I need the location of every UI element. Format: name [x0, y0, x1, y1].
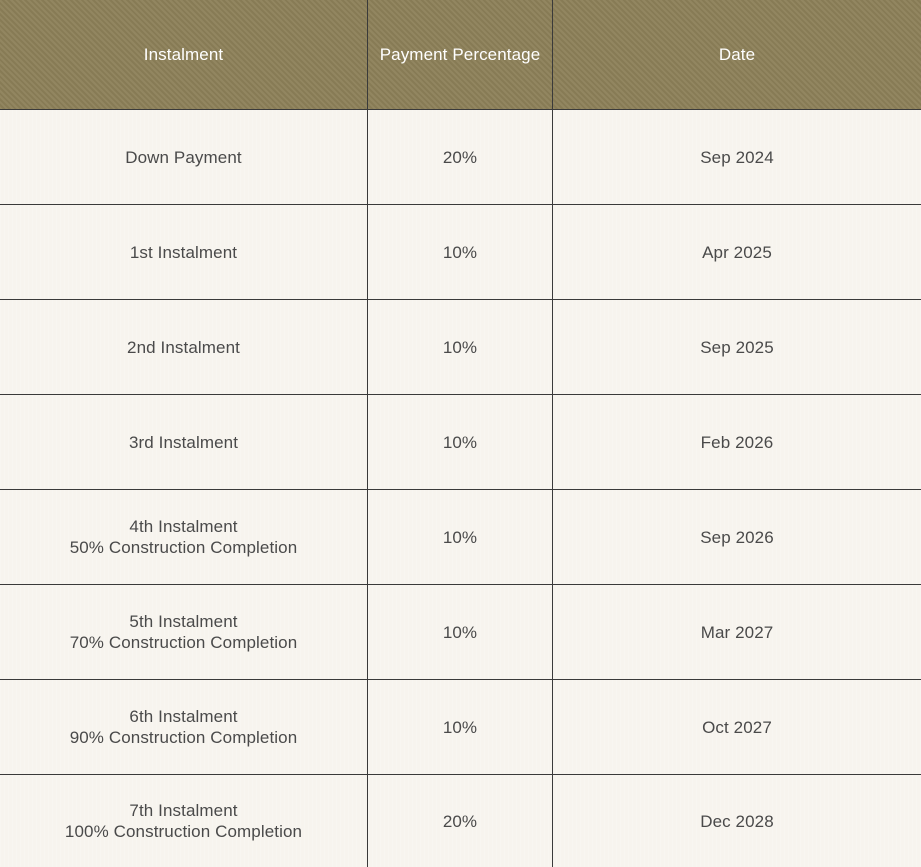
instalment-note: 100% Construction Completion [64, 822, 303, 841]
percentage-cell: 10% [368, 395, 553, 490]
date-cell: Sep 2025 [553, 300, 921, 395]
date-cell: Mar 2027 [553, 585, 921, 680]
instalment-name: 4th Instalment [129, 517, 238, 536]
date-cell: Oct 2027 [553, 680, 921, 775]
instalment-cell [0, 395, 368, 490]
instalment-cell [0, 110, 368, 205]
instalment-name: Down Payment [125, 147, 242, 167]
instalment-cell [0, 585, 368, 680]
instalment-name: 2nd Instalment [127, 337, 240, 357]
instalment-note: 50% Construction Completion [69, 538, 298, 557]
percentage-cell: 10% [368, 680, 553, 775]
instalment-name: 3rd Instalment [128, 432, 239, 452]
instalment-note: 70% Construction Completion [69, 633, 298, 652]
instalment-cell [0, 205, 368, 300]
header-date: Date [553, 0, 921, 110]
date-cell: Apr 2025 [553, 205, 921, 300]
percentage-cell: 10% [368, 585, 553, 680]
percentage-cell: 10% [368, 300, 553, 395]
date-cell: Feb 2026 [553, 395, 921, 490]
percentage-cell: 10% [368, 490, 553, 585]
instalment-cell [0, 300, 368, 395]
percentage-cell: 10% [368, 205, 553, 300]
instalment-cell [0, 490, 368, 585]
instalment-note: 90% Construction Completion [69, 728, 298, 747]
date-cell: Dec 2028 [700, 811, 774, 831]
instalment-name: 5th Instalment [129, 612, 238, 631]
header-payment-percentage: Payment Percentage [368, 0, 553, 110]
instalment-name: 7th Instalment [129, 801, 238, 820]
instalment-cell [0, 775, 368, 867]
date-cell: Sep 2026 [553, 490, 921, 585]
percentage-cell: 20% [368, 110, 553, 205]
header-instalment: Instalment [0, 0, 368, 110]
instalment-cell [0, 680, 368, 775]
percentage-cell: 20% [368, 775, 553, 867]
date-cell: Sep 2024 [553, 110, 921, 205]
instalment-name: 6th Instalment [129, 707, 238, 726]
instalment-name: 1st Instalment [129, 242, 238, 262]
